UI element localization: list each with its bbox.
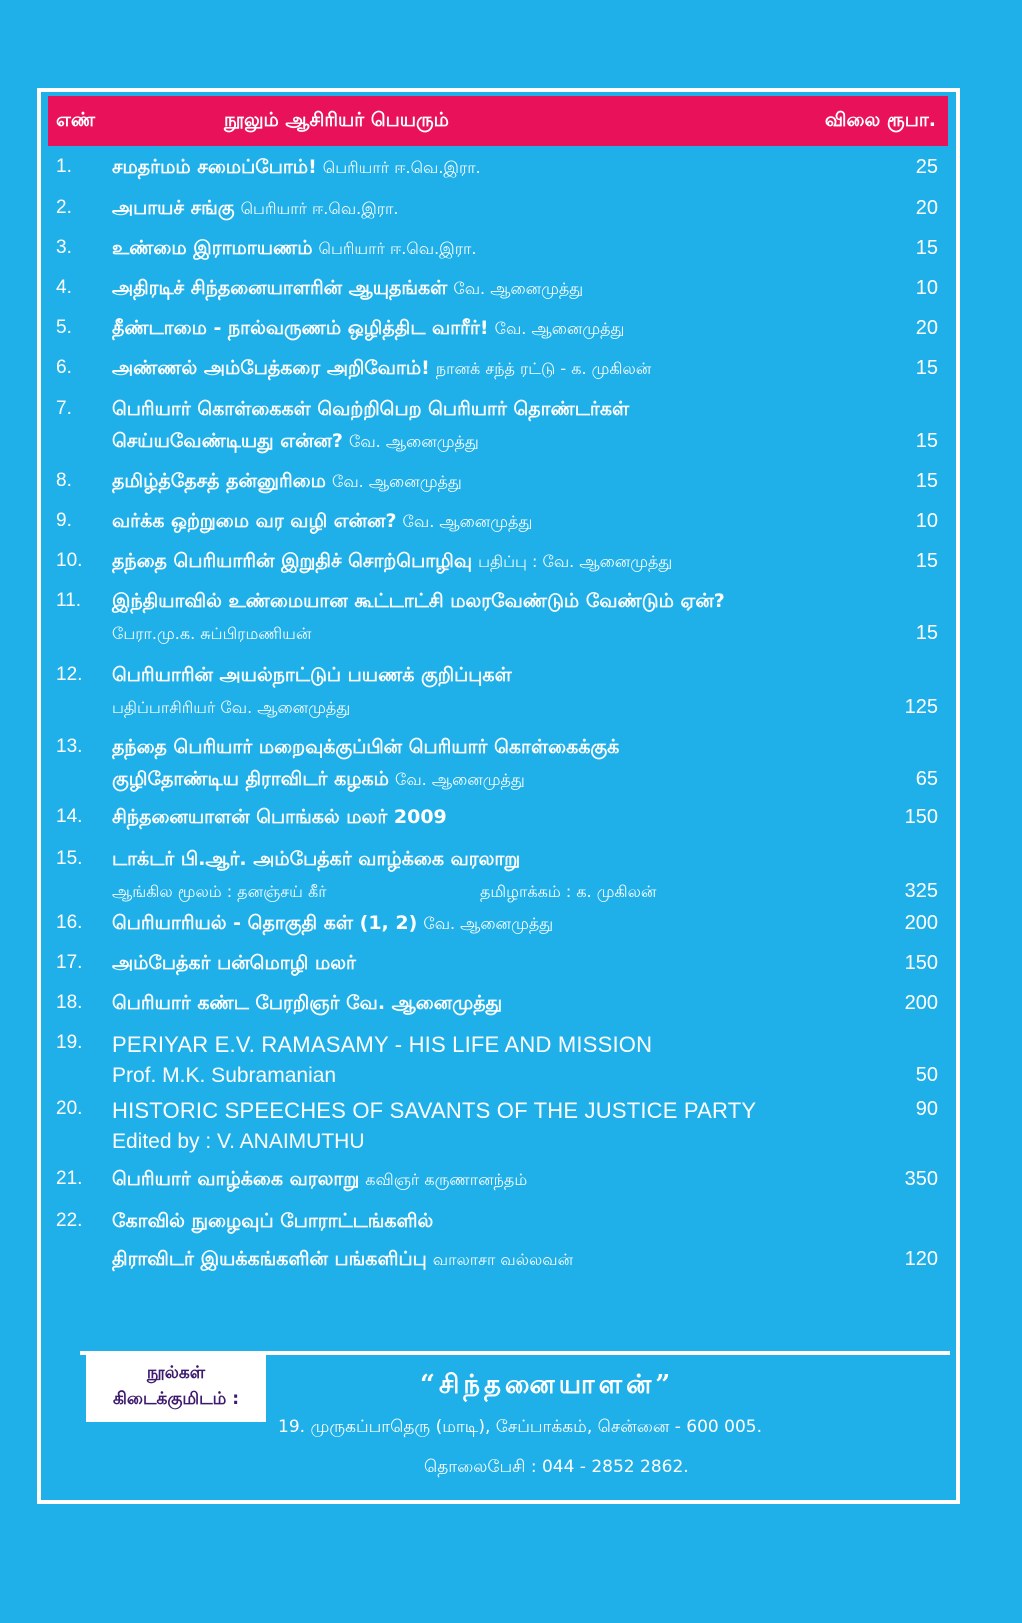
book-price: 150 (904, 952, 938, 974)
book-title-cont: செய்யவேண்டியது என்ன? (112, 430, 343, 452)
book-price: 15 (915, 430, 938, 452)
book-author: கவிஞர் கருணானந்தம் (365, 1170, 528, 1189)
book-title: கோவில் நுழைவுப் போராட்டங்களில் (112, 1210, 434, 1232)
book-title: அதிரடிச் சிந்தனையாளரின் ஆயுதங்கள் (112, 277, 448, 299)
publisher-address: 19. முருகப்பாதெரு (மாடி), சேப்பாக்கம், சென்னை - 600 005. (278, 1417, 763, 1437)
availability-line-1: நூல்கள் (146, 1363, 206, 1383)
book-number: 17. (56, 952, 83, 973)
book-title: பெரியாரின் அயல்நாட்டுப் பயணக் குறிப்புகள் (112, 664, 512, 686)
book-title: பெரியார் கொள்கைகள் வெற்றிபெற பெரியார் தொண்டர்கள் (112, 398, 630, 420)
book-editor: Edited by : V. ANAIMUTHU (112, 1130, 365, 1153)
book-title: தீண்டாமை - நால்வருணம் ஒழித்திட வாரீர்! (112, 317, 489, 339)
book-number: 10. (56, 550, 83, 571)
book-price: 90 (915, 1098, 938, 1120)
book-number: 6. (56, 357, 72, 378)
book-number: 19. (56, 1032, 83, 1053)
book-author: Prof. M.K. Subramanian (112, 1064, 337, 1087)
book-number: 8. (56, 470, 72, 491)
book-price: 15 (915, 237, 938, 259)
availability-label-box (86, 1352, 266, 1422)
book-translator: தமிழாக்கம் : க. முகிலன் (480, 882, 657, 901)
book-price: 20 (915, 197, 938, 219)
book-author: வே. ஆனைமுத்து (395, 770, 525, 789)
book-title: இந்தியாவில் உண்மையான கூட்டாட்சி மலரவேண்டும் வேண்டும் ஏன்? (112, 590, 725, 612)
book-author: பெரியார் ஈ.வெ.இரா. (322, 158, 481, 177)
book-title: வர்க்க ஒற்றுமை வர வழி என்ன? (112, 510, 397, 532)
book-price: 120 (904, 1248, 938, 1270)
book-author: வே. ஆனைமுத்து (349, 432, 479, 451)
book-author: வே. ஆனைமுத்து (494, 319, 625, 338)
book-price: 15 (915, 470, 938, 492)
book-price: 350 (904, 1168, 938, 1190)
book-title: பெரியார் கண்ட பேரறிஞர் வே. ஆனைமுத்து (112, 992, 503, 1014)
book-title: தந்தை பெரியார் மறைவுக்குப்பின் பெரியார் கொள்கைக்குக் (112, 736, 620, 758)
book-author: வாலாசா வல்லவன் (432, 1250, 574, 1269)
book-price: 10 (915, 277, 938, 299)
book-author: பெரியார் ஈ.வெ.இரா. (240, 199, 399, 218)
book-title-cont: திராவிடர் இயக்கங்களின் பங்களிப்பு (112, 1248, 427, 1270)
book-author: நானக் சந்த் ரட்டு - க. முகிலன் (435, 359, 652, 378)
book-number: 18. (56, 992, 83, 1013)
book-price: 15 (915, 550, 938, 572)
book-title: பெரியார் வாழ்க்கை வரலாறு (112, 1168, 360, 1190)
book-price: 15 (915, 357, 938, 379)
book-title: அம்பேத்கர் பன்மொழி மலர் (112, 952, 356, 974)
book-original-author: ஆங்கில மூலம் : தனஞ்சய் கீர் (112, 882, 327, 901)
book-number: 13. (56, 736, 83, 757)
book-price: 325 (904, 880, 938, 902)
book-author: பெரியார் ஈ.வெ.இரா. (318, 239, 477, 258)
book-number: 14. (56, 806, 83, 827)
book-author: வே. ஆனைமுத்து (423, 914, 554, 933)
book-number: 4. (56, 277, 72, 298)
book-author: வே. ஆனைமுத்து (402, 512, 533, 531)
header-title-author: நூலும் ஆசிரியர் பெயரும் (224, 108, 449, 131)
book-price: 150 (904, 806, 938, 828)
book-author: பதிப்பு : வே. ஆனைமுத்து (478, 552, 673, 571)
book-number: 20. (56, 1098, 83, 1119)
book-price: 125 (904, 696, 938, 718)
book-title: சமதர்மம் சமைப்போம்! (112, 156, 317, 178)
book-title: டாக்டர் பி.ஆர். அம்பேத்கர் வாழ்க்கை வரலாறு (112, 848, 521, 870)
book-price: 200 (904, 992, 938, 1014)
book-price: 10 (915, 510, 938, 532)
book-title: தந்தை பெரியாரின் இறுதிச் சொற்பொழிவு (112, 550, 473, 572)
book-price: 65 (915, 768, 938, 790)
book-title: சிந்தனையாளன் பொங்கல் மலர் 2009 (112, 806, 447, 828)
book-number: 7. (56, 398, 72, 419)
book-number: 5. (56, 317, 72, 338)
book-title: அண்ணல் அம்பேத்கரை அறிவோம்! (112, 357, 430, 379)
book-author: பதிப்பாசிரியர் வே. ஆனைமுத்து (112, 698, 351, 717)
book-number: 16. (56, 912, 83, 933)
book-title: உண்மை இராமாயணம் (112, 237, 313, 259)
book-author: பேரா.மு.க. சுப்பிரமணியன் (112, 624, 312, 643)
book-number: 12. (56, 664, 83, 685)
header-number: எண் (56, 108, 96, 131)
book-price: 15 (915, 622, 938, 644)
book-price: 50 (915, 1064, 938, 1086)
book-title: PERIYAR E.V. RAMASAMY - HIS LIFE AND MISSION (112, 1032, 653, 1057)
book-title: HISTORIC SPEECHES OF SAVANTS OF THE JUSTICE PARTY (112, 1098, 757, 1123)
book-number: 22. (56, 1210, 83, 1231)
book-author: வே. ஆனைமுத்து (331, 472, 462, 491)
book-number: 11. (56, 590, 82, 611)
publisher-phone: தொலைபேசி : 044 - 2852 2862. (424, 1457, 689, 1477)
publisher-name: “சிந்தனையாளன்” (420, 1370, 675, 1400)
book-price: 200 (904, 912, 938, 934)
book-number: 2. (56, 197, 72, 218)
book-price: 25 (915, 156, 938, 178)
book-price: 20 (915, 317, 938, 339)
book-title-cont: குழிதோண்டிய திராவிடர் கழகம் (112, 768, 389, 790)
book-number: 1. (56, 156, 72, 177)
book-number: 3. (56, 237, 72, 258)
availability-line-2: கிடைக்குமிடம் : (112, 1389, 240, 1409)
book-author: வே. ஆனைமுத்து (453, 279, 584, 298)
book-number: 15. (56, 848, 83, 869)
book-number: 21. (56, 1168, 83, 1189)
book-title: அபாயச் சங்கு (112, 197, 235, 219)
book-title: தமிழ்த்தேசத் தன்னுரிமை (112, 470, 326, 492)
book-number: 9. (56, 510, 72, 531)
table-header (48, 96, 948, 146)
header-price: விலை ரூபா. (824, 108, 936, 131)
book-title: பெரியாரியல் - தொகுதி கள் (1, 2) (112, 912, 418, 934)
